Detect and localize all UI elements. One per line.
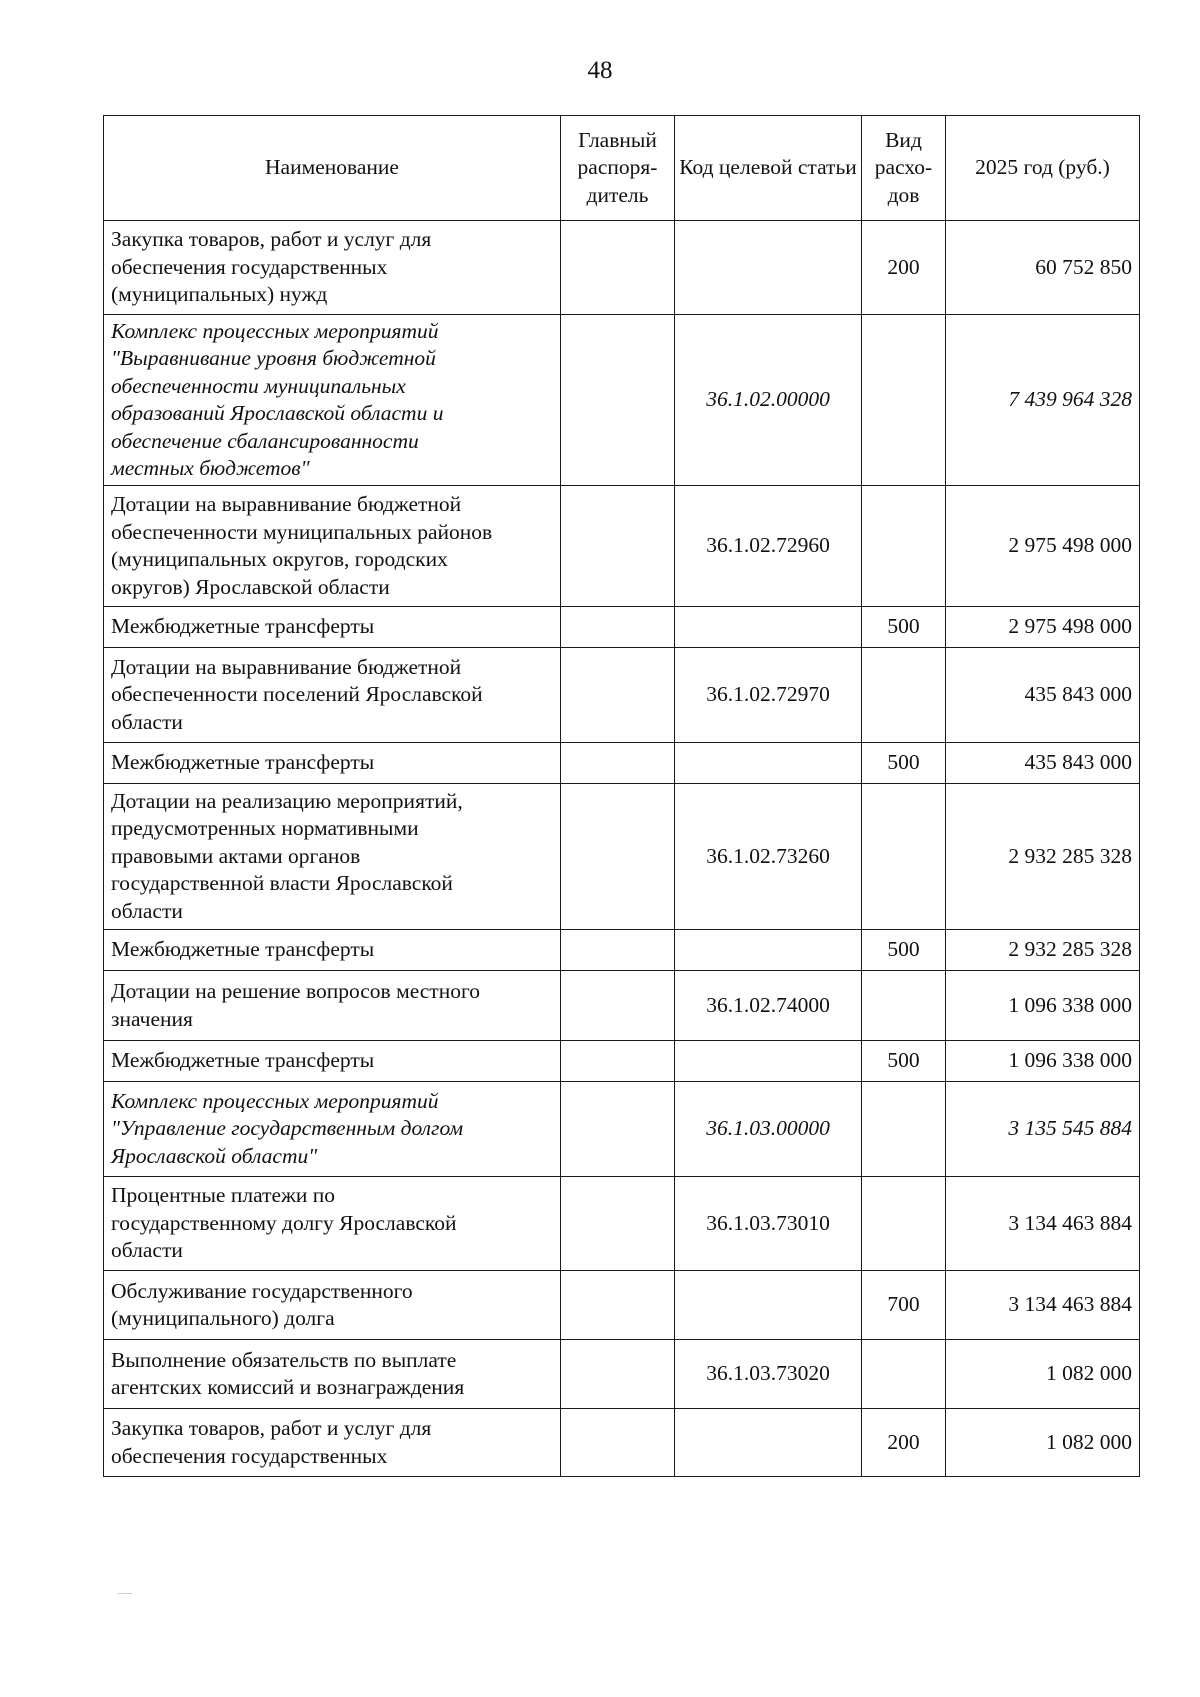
- cell-name: Межбюджетные трансферты: [104, 1041, 561, 1082]
- cell-expense-type: [862, 315, 946, 486]
- page-number: 48: [587, 57, 613, 84]
- table-row: [104, 784, 1140, 930]
- cell-target-code: [675, 743, 862, 784]
- cell-target-code: [675, 1409, 862, 1477]
- cell-name: Межбюджетные трансферты: [104, 930, 561, 971]
- cell-target-code: 36.1.02.73260: [675, 784, 862, 930]
- cell-target-code: [675, 1041, 862, 1082]
- cell-amount: 1 082 000: [946, 1409, 1140, 1477]
- table-row: [104, 971, 1140, 1041]
- cell-name: Закупка товаров, работ и услуг для обеспечения государственных (муниципальных) нужд: [104, 221, 561, 315]
- cell-amount: 1 096 338 000: [946, 1041, 1140, 1082]
- cell-amount: 7 439 964 328: [946, 315, 1140, 486]
- cell-expense-type: [862, 971, 946, 1041]
- cell-name: Обслуживание государственного (муниципального) долга: [104, 1271, 561, 1340]
- cell-amount: 3 134 463 884: [946, 1177, 1140, 1271]
- cell-target-code: 36.1.02.74000: [675, 971, 862, 1041]
- cell-amount: 1 096 338 000: [946, 971, 1140, 1041]
- cell-expense-type: 500: [862, 1041, 946, 1082]
- cell-name: Процентные платежи по государственному долгу Ярославской области: [104, 1177, 561, 1271]
- cell-target-code: 36.1.03.73020: [675, 1340, 862, 1409]
- cell-expense-type: [862, 784, 946, 930]
- cell-amount: 60 752 850: [946, 221, 1140, 315]
- budget-table: [103, 115, 1140, 1477]
- cell-amount: 3 134 463 884: [946, 1271, 1140, 1340]
- table-row: [104, 486, 1140, 607]
- cell-expense-type: 500: [862, 607, 946, 648]
- table-row: [104, 1177, 1140, 1271]
- table-row: [104, 315, 1140, 486]
- scan-mark: [118, 1593, 132, 1594]
- header-main-manager: Главный распоря- дитель: [561, 116, 675, 221]
- header-target-code: Код целевой статьи: [675, 116, 862, 221]
- cell-main-manager: [561, 1340, 675, 1409]
- cell-amount: 435 843 000: [946, 743, 1140, 784]
- cell-expense-type: [862, 1340, 946, 1409]
- cell-name: Дотации на выравнивание бюджетной обеспеченности муниципальных районов (муниципальных округов, городских округов) Ярославской области: [104, 486, 561, 607]
- header-row: [104, 116, 1140, 221]
- cell-target-code: 36.1.02.72960: [675, 486, 862, 607]
- table-row: [104, 221, 1140, 315]
- cell-main-manager: [561, 971, 675, 1041]
- header-amount-2025: 2025 год (руб.): [946, 116, 1140, 221]
- cell-main-manager: [561, 1082, 675, 1177]
- cell-expense-type: 200: [862, 1409, 946, 1477]
- cell-name: Межбюджетные трансферты: [104, 607, 561, 648]
- cell-amount: 2 932 285 328: [946, 930, 1140, 971]
- cell-name: Комплекс процессных мероприятий "Управление государственным долгом Ярославской области": [104, 1082, 561, 1177]
- cell-target-code: 36.1.03.73010: [675, 1177, 862, 1271]
- cell-name: Дотации на решение вопросов местного значения: [104, 971, 561, 1041]
- cell-target-code: [675, 607, 862, 648]
- cell-expense-type: 700: [862, 1271, 946, 1340]
- cell-name: Межбюджетные трансферты: [104, 743, 561, 784]
- cell-amount: 3 135 545 884: [946, 1082, 1140, 1177]
- cell-main-manager: [561, 315, 675, 486]
- cell-main-manager: [561, 930, 675, 971]
- cell-expense-type: [862, 1177, 946, 1271]
- table-header: [104, 116, 1140, 221]
- table-row: [104, 930, 1140, 971]
- table-row: [104, 1409, 1140, 1477]
- cell-expense-type: [862, 648, 946, 743]
- cell-expense-type: [862, 486, 946, 607]
- header-name: Наименование: [104, 116, 561, 221]
- cell-name: Закупка товаров, работ и услуг для обеспечения государственных: [104, 1409, 561, 1477]
- table-row: [104, 1082, 1140, 1177]
- table-row: [104, 743, 1140, 784]
- table-row: [104, 648, 1140, 743]
- cell-expense-type: 200: [862, 221, 946, 315]
- cell-expense-type: 500: [862, 743, 946, 784]
- table-row: [104, 1271, 1140, 1340]
- cell-target-code: [675, 221, 862, 315]
- cell-main-manager: [561, 1041, 675, 1082]
- cell-amount: 2 975 498 000: [946, 486, 1140, 607]
- cell-target-code: 36.1.02.00000: [675, 315, 862, 486]
- cell-target-code: [675, 1271, 862, 1340]
- cell-main-manager: [561, 1409, 675, 1477]
- cell-main-manager: [561, 221, 675, 315]
- cell-main-manager: [561, 1271, 675, 1340]
- cell-amount: 2 932 285 328: [946, 784, 1140, 930]
- header-expense-type: Вид расхо- дов: [862, 116, 946, 221]
- cell-main-manager: [561, 648, 675, 743]
- table-row: [104, 607, 1140, 648]
- table-row: [104, 1041, 1140, 1082]
- cell-main-manager: [561, 607, 675, 648]
- cell-expense-type: 500: [862, 930, 946, 971]
- cell-amount: 2 975 498 000: [946, 607, 1140, 648]
- cell-target-code: 36.1.03.00000: [675, 1082, 862, 1177]
- cell-name: Дотации на реализацию мероприятий, предусмотренных нормативными правовыми актами органов государственной власти Ярославской области: [104, 784, 561, 930]
- cell-main-manager: [561, 743, 675, 784]
- cell-target-code: 36.1.02.72970: [675, 648, 862, 743]
- cell-name: Выполнение обязательств по выплате агентских комиссий и вознаграждения: [104, 1340, 561, 1409]
- cell-name: Дотации на выравнивание бюджетной обеспеченности поселений Ярославской области: [104, 648, 561, 743]
- cell-amount: 435 843 000: [946, 648, 1140, 743]
- cell-expense-type: [862, 1082, 946, 1177]
- table-body: [104, 221, 1140, 1477]
- cell-target-code: [675, 930, 862, 971]
- cell-main-manager: [561, 1177, 675, 1271]
- table-row: [104, 1340, 1140, 1409]
- cell-main-manager: [561, 784, 675, 930]
- cell-main-manager: [561, 486, 675, 607]
- cell-name: Комплекс процессных мероприятий "Выравнивание уровня бюджетной обеспеченности муниципальных образований Ярославской области и обеспечение сбалансированности местных бюджетов": [104, 315, 561, 486]
- cell-amount: 1 082 000: [946, 1340, 1140, 1409]
